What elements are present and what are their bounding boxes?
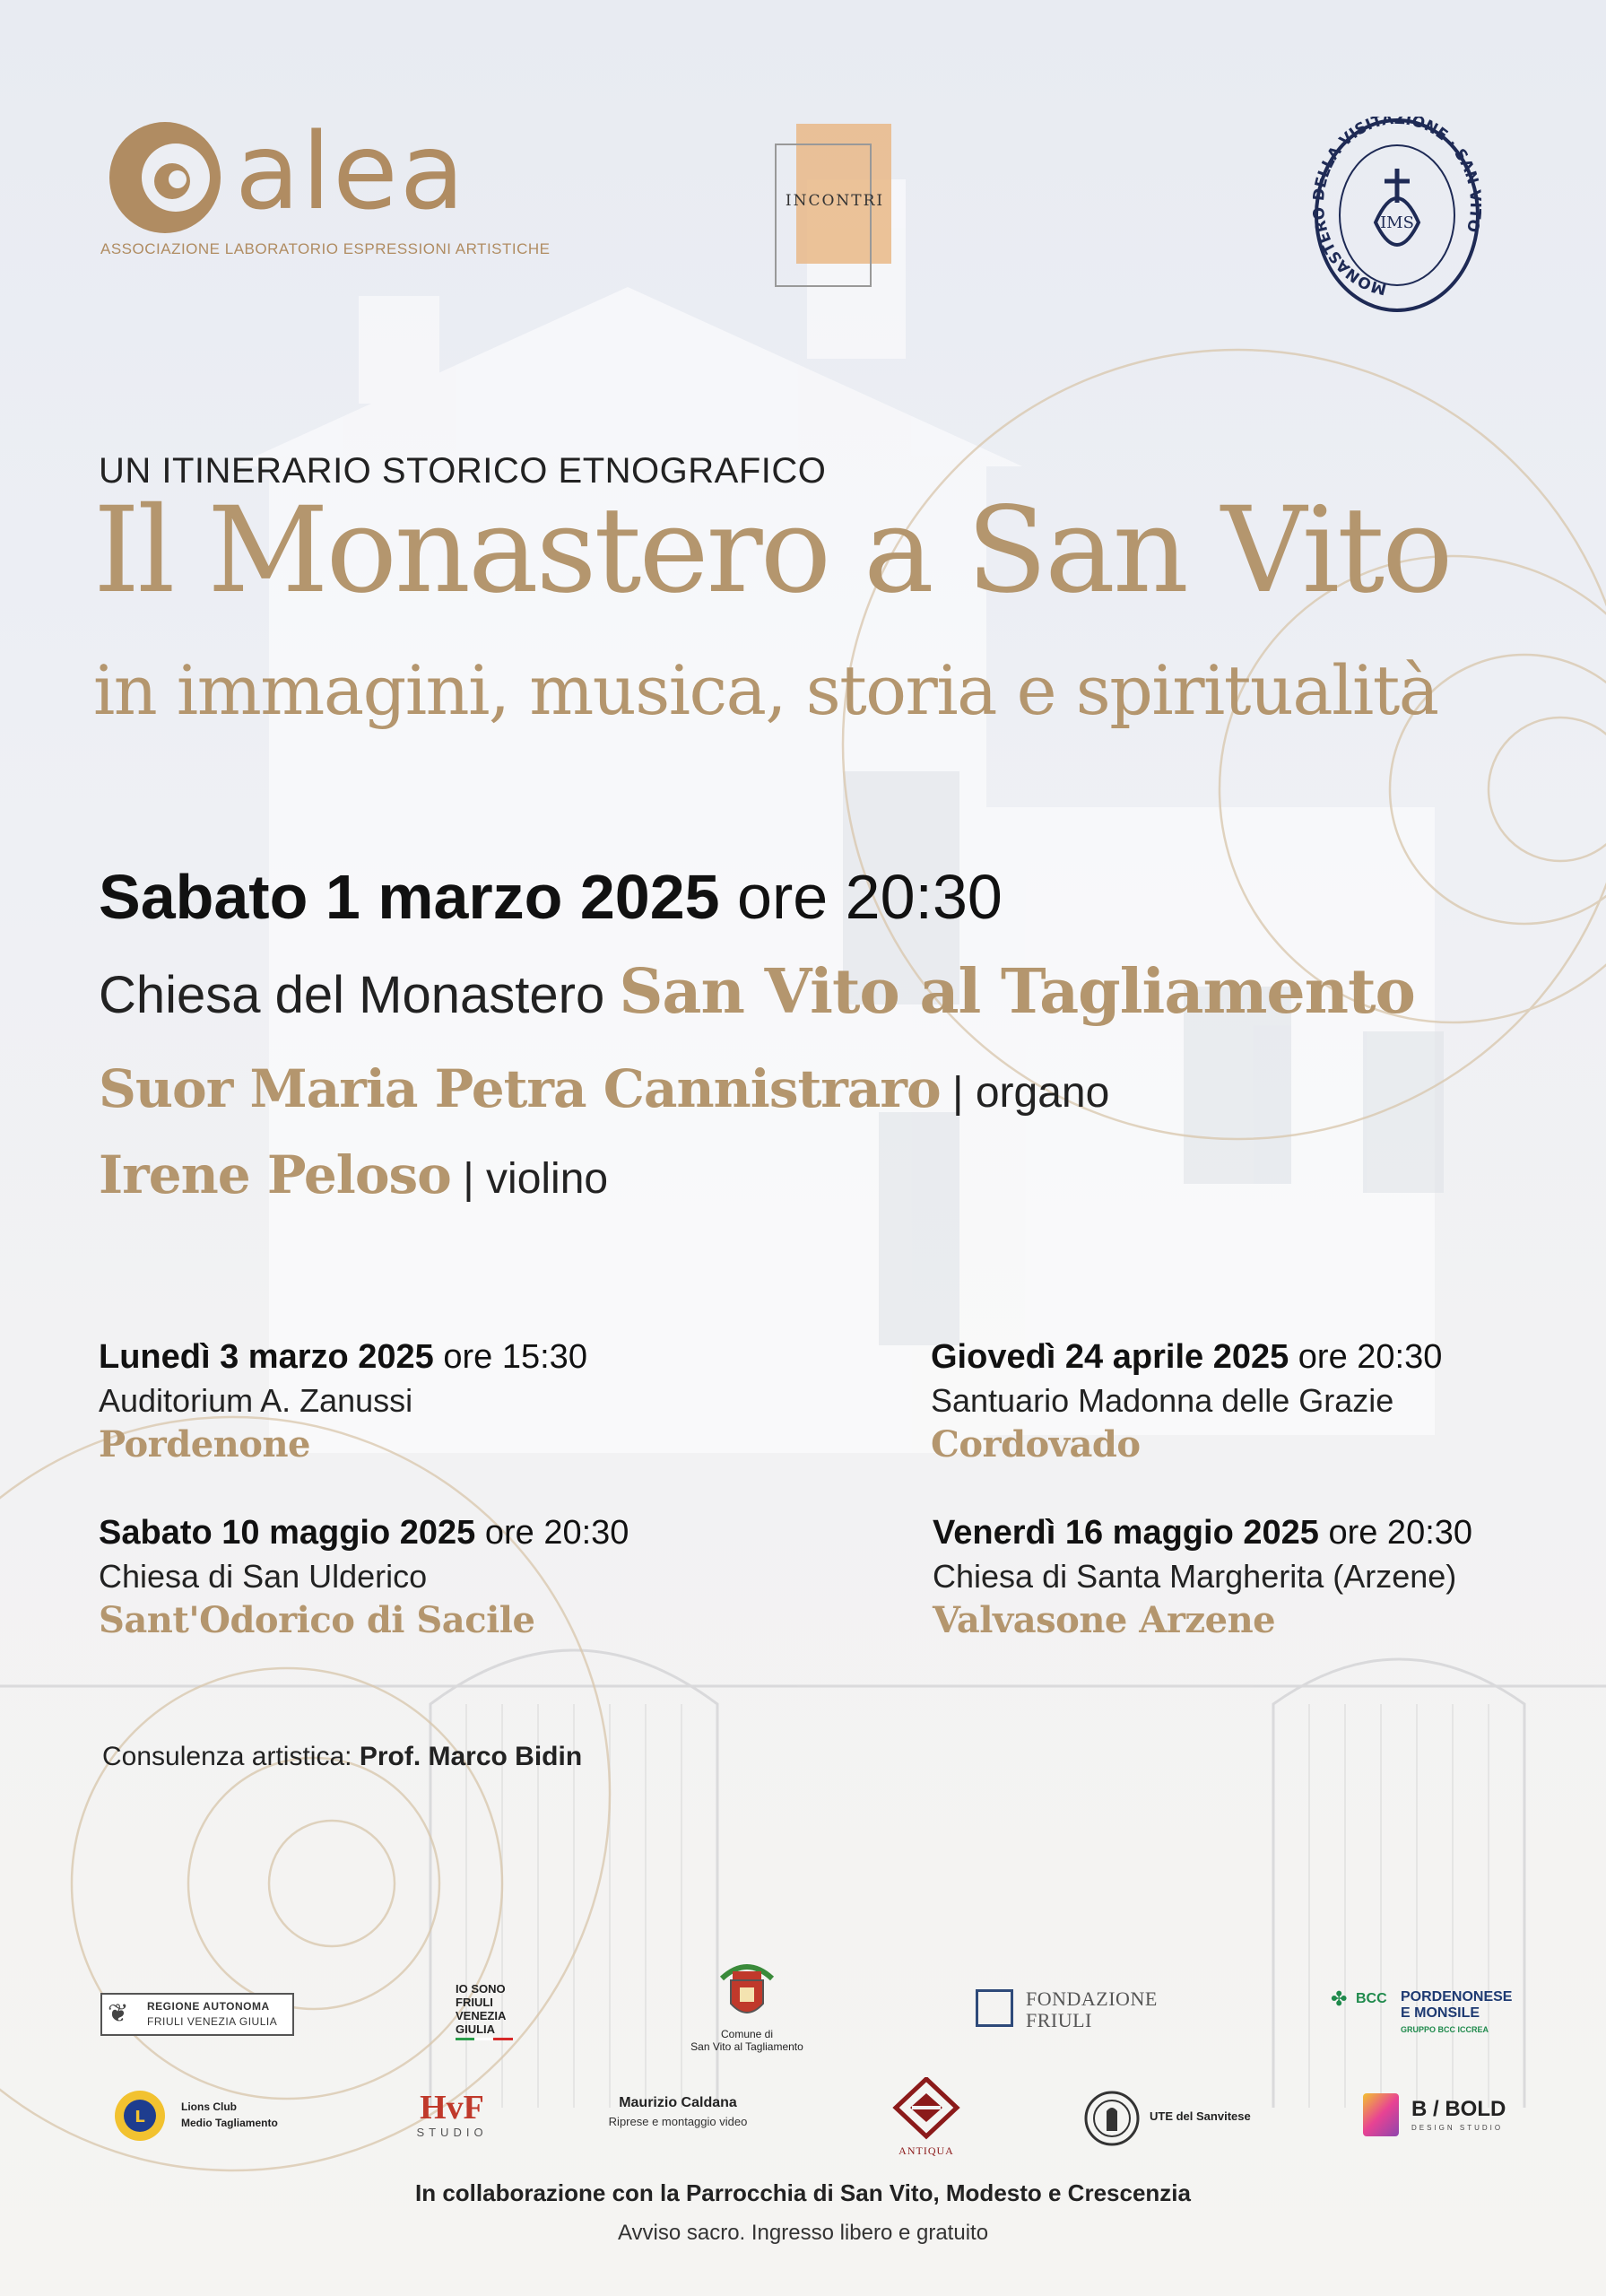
entry-notice: Avviso sacro. Ingresso libero e gratuito (617, 2221, 989, 2245)
performer-name: Irene Peloso (99, 1144, 451, 1205)
page-title: Il Monastero a San Vito (93, 482, 1451, 620)
bcc-group: GRUPPO BCC ICCREA (1401, 2025, 1489, 2034)
main-event-time: ore 20:30 (737, 862, 1003, 932)
hvf-studio-text: STUDIO (416, 2126, 488, 2139)
sponsor-comune-san-vito (671, 1961, 823, 2068)
bcc-line1: PORDENONESE (1401, 1989, 1513, 2005)
event-cordovado (931, 1338, 1442, 1465)
page-subtitle: in immagini, musica, storia e spiritualità (93, 650, 1438, 730)
svg-text:MONASTERO DELLA VISITAZIONE ·: MONASTER ELLA VISITAZIONE · SAN O (1313, 117, 1481, 299)
sponsor-regione-fvg (100, 1993, 294, 2036)
artistic-consultant (102, 1742, 582, 1772)
event-venue: Santuario Madonna delle Grazie (931, 1382, 1394, 1419)
bold-tagline: DESIGN STUDIO (1411, 2124, 1504, 2132)
fondazione-line2: FRIULI (1026, 2009, 1092, 2031)
fondazione-line1: FONDAZIONE (1026, 1987, 1158, 2010)
event-place: Sant'Odorico di Sacile (99, 1599, 535, 1641)
caldana-name: Maurizio Caldana (619, 2095, 737, 2110)
comune-line1: Comune di (720, 2028, 774, 2040)
main-event-date-text: Sabato 1 marzo 2025 (99, 862, 720, 932)
italian-flag-stripe (456, 2038, 513, 2040)
performer-separator: | (952, 1069, 964, 1117)
event-time: ore 20:30 (1328, 1514, 1473, 1552)
main-event-venue-name: Chiesa del Monastero (99, 966, 605, 1024)
performer-role: violino (486, 1155, 609, 1203)
event-place: Cordovado (931, 1423, 1141, 1465)
bcc-leaf-icon: ✤ (1331, 1987, 1348, 2010)
kicker-text: UN ITINERARIO STORICO ETNOGRAFICO (99, 451, 827, 491)
regione-line1: REGIONE AUTONOMA (147, 2000, 270, 2013)
svg-text:L: L (135, 2108, 145, 2126)
bold-icon (1363, 2093, 1399, 2136)
monastero-seal-logo (1313, 117, 1481, 314)
main-event-date (99, 861, 1003, 933)
antiqua-label: ANTIQUA (898, 2144, 954, 2157)
io-sono-line4: GIULIA (456, 2022, 496, 2036)
svg-text:IMS: IMS (1380, 213, 1414, 232)
performer-organ (99, 1058, 1109, 1119)
io-sono-line2: FRIULI (456, 1996, 493, 2009)
sponsor-maurizio-caldana (579, 2095, 777, 2140)
incontri-label: INCONTRI (785, 192, 885, 210)
event-pordenone (99, 1338, 587, 1465)
lions-line2: Medio Tagliamento (181, 2117, 278, 2129)
sponsor-lions-club (111, 2088, 299, 2142)
io-sono-line3: VENEZIA (456, 2009, 507, 2022)
ute-seal-icon (1083, 2090, 1141, 2147)
event-place: Pordenone (99, 1423, 310, 1465)
event-valvasone (933, 1514, 1472, 1641)
event-date: Lunedì 3 marzo 2025 (99, 1338, 434, 1376)
sponsor-fondazione-friuli (976, 1986, 1173, 2036)
performer-name: Suor Maria Petra Cannistraro (99, 1058, 941, 1119)
bold-wordmark: B / BOLD (1411, 2097, 1506, 2121)
performer-role: organo (975, 1069, 1110, 1117)
sponsor-bcc-pordenonese (1331, 1987, 1528, 2041)
regione-line2: FRIULI VENEZIA GIULIA (147, 2015, 278, 2028)
event-time: ore 20:30 (484, 1514, 629, 1552)
main-event-place: San Vito al Tagliamento (619, 956, 1415, 1028)
comune-line2: San Vito al Tagliamento (690, 2040, 803, 2053)
sponsor-io-sono-fvg (456, 1982, 536, 2047)
lions-line1: Lions Club (181, 2100, 237, 2113)
bcc-line2: E MONSILE (1401, 2005, 1480, 2021)
incontri-logo (775, 124, 891, 285)
incontri-box-outline (775, 144, 872, 287)
event-date: Sabato 10 maggio 2025 (99, 1514, 476, 1552)
alea-spiral-icon (100, 115, 235, 240)
alea-subtitle: ASSOCIAZIONE LABORATORIO ESPRESSIONI ARTISTICHE (100, 240, 551, 257)
monastero-seal-icon (1313, 117, 1481, 314)
event-sacile (99, 1514, 629, 1641)
ute-label: UTE del Sanvitese (1150, 2109, 1251, 2123)
event-date: Giovedì 24 aprile 2025 (931, 1338, 1289, 1376)
event-time: ore 20:30 (1298, 1338, 1443, 1376)
sponsor-hvf-studio (398, 2090, 506, 2145)
caldana-role: Riprese e montaggio video (608, 2115, 748, 2128)
io-sono-line1: IO SONO (456, 1982, 506, 1996)
fondazione-icon (976, 1989, 1013, 2027)
consultant-name: Prof. Marco Bidin (359, 1742, 583, 1771)
lions-emblem-icon (111, 2088, 169, 2144)
event-place: Valvasone Arzene (933, 1599, 1276, 1641)
event-venue: Chiesa di San Ulderico (99, 1558, 428, 1595)
sponsor-ute-sanvitese (1083, 2090, 1280, 2147)
sponsor-bold-design-studio (1363, 2093, 1515, 2142)
comune-crest-icon (713, 1961, 781, 2023)
event-date: Venerdì 16 maggio 2025 (933, 1514, 1319, 1552)
bcc-label: BCC (1356, 1991, 1387, 2006)
sponsor-antiqua (886, 2077, 967, 2158)
event-time: ore 15:30 (443, 1338, 587, 1376)
antiqua-diamond-icon (892, 2077, 960, 2140)
collaboration-note: In collaborazione con la Parrocchia di San Vito, Modesto e Crescenzia (415, 2179, 1191, 2206)
main-event-venue (99, 956, 1415, 1028)
regione-eagle-icon: ❦ (108, 1999, 129, 2027)
hvf-logo-text: HvF (420, 2089, 484, 2126)
performer-separator: | (463, 1155, 474, 1203)
event-venue: Chiesa di Santa Margherita (Arzene) (933, 1558, 1457, 1595)
performer-violin (99, 1144, 608, 1205)
consultant-label: Consulenza artistica: (102, 1742, 352, 1771)
event-venue: Auditorium A. Zanussi (99, 1382, 413, 1419)
alea-logo (100, 109, 567, 267)
alea-wordmark: alea (235, 109, 467, 233)
